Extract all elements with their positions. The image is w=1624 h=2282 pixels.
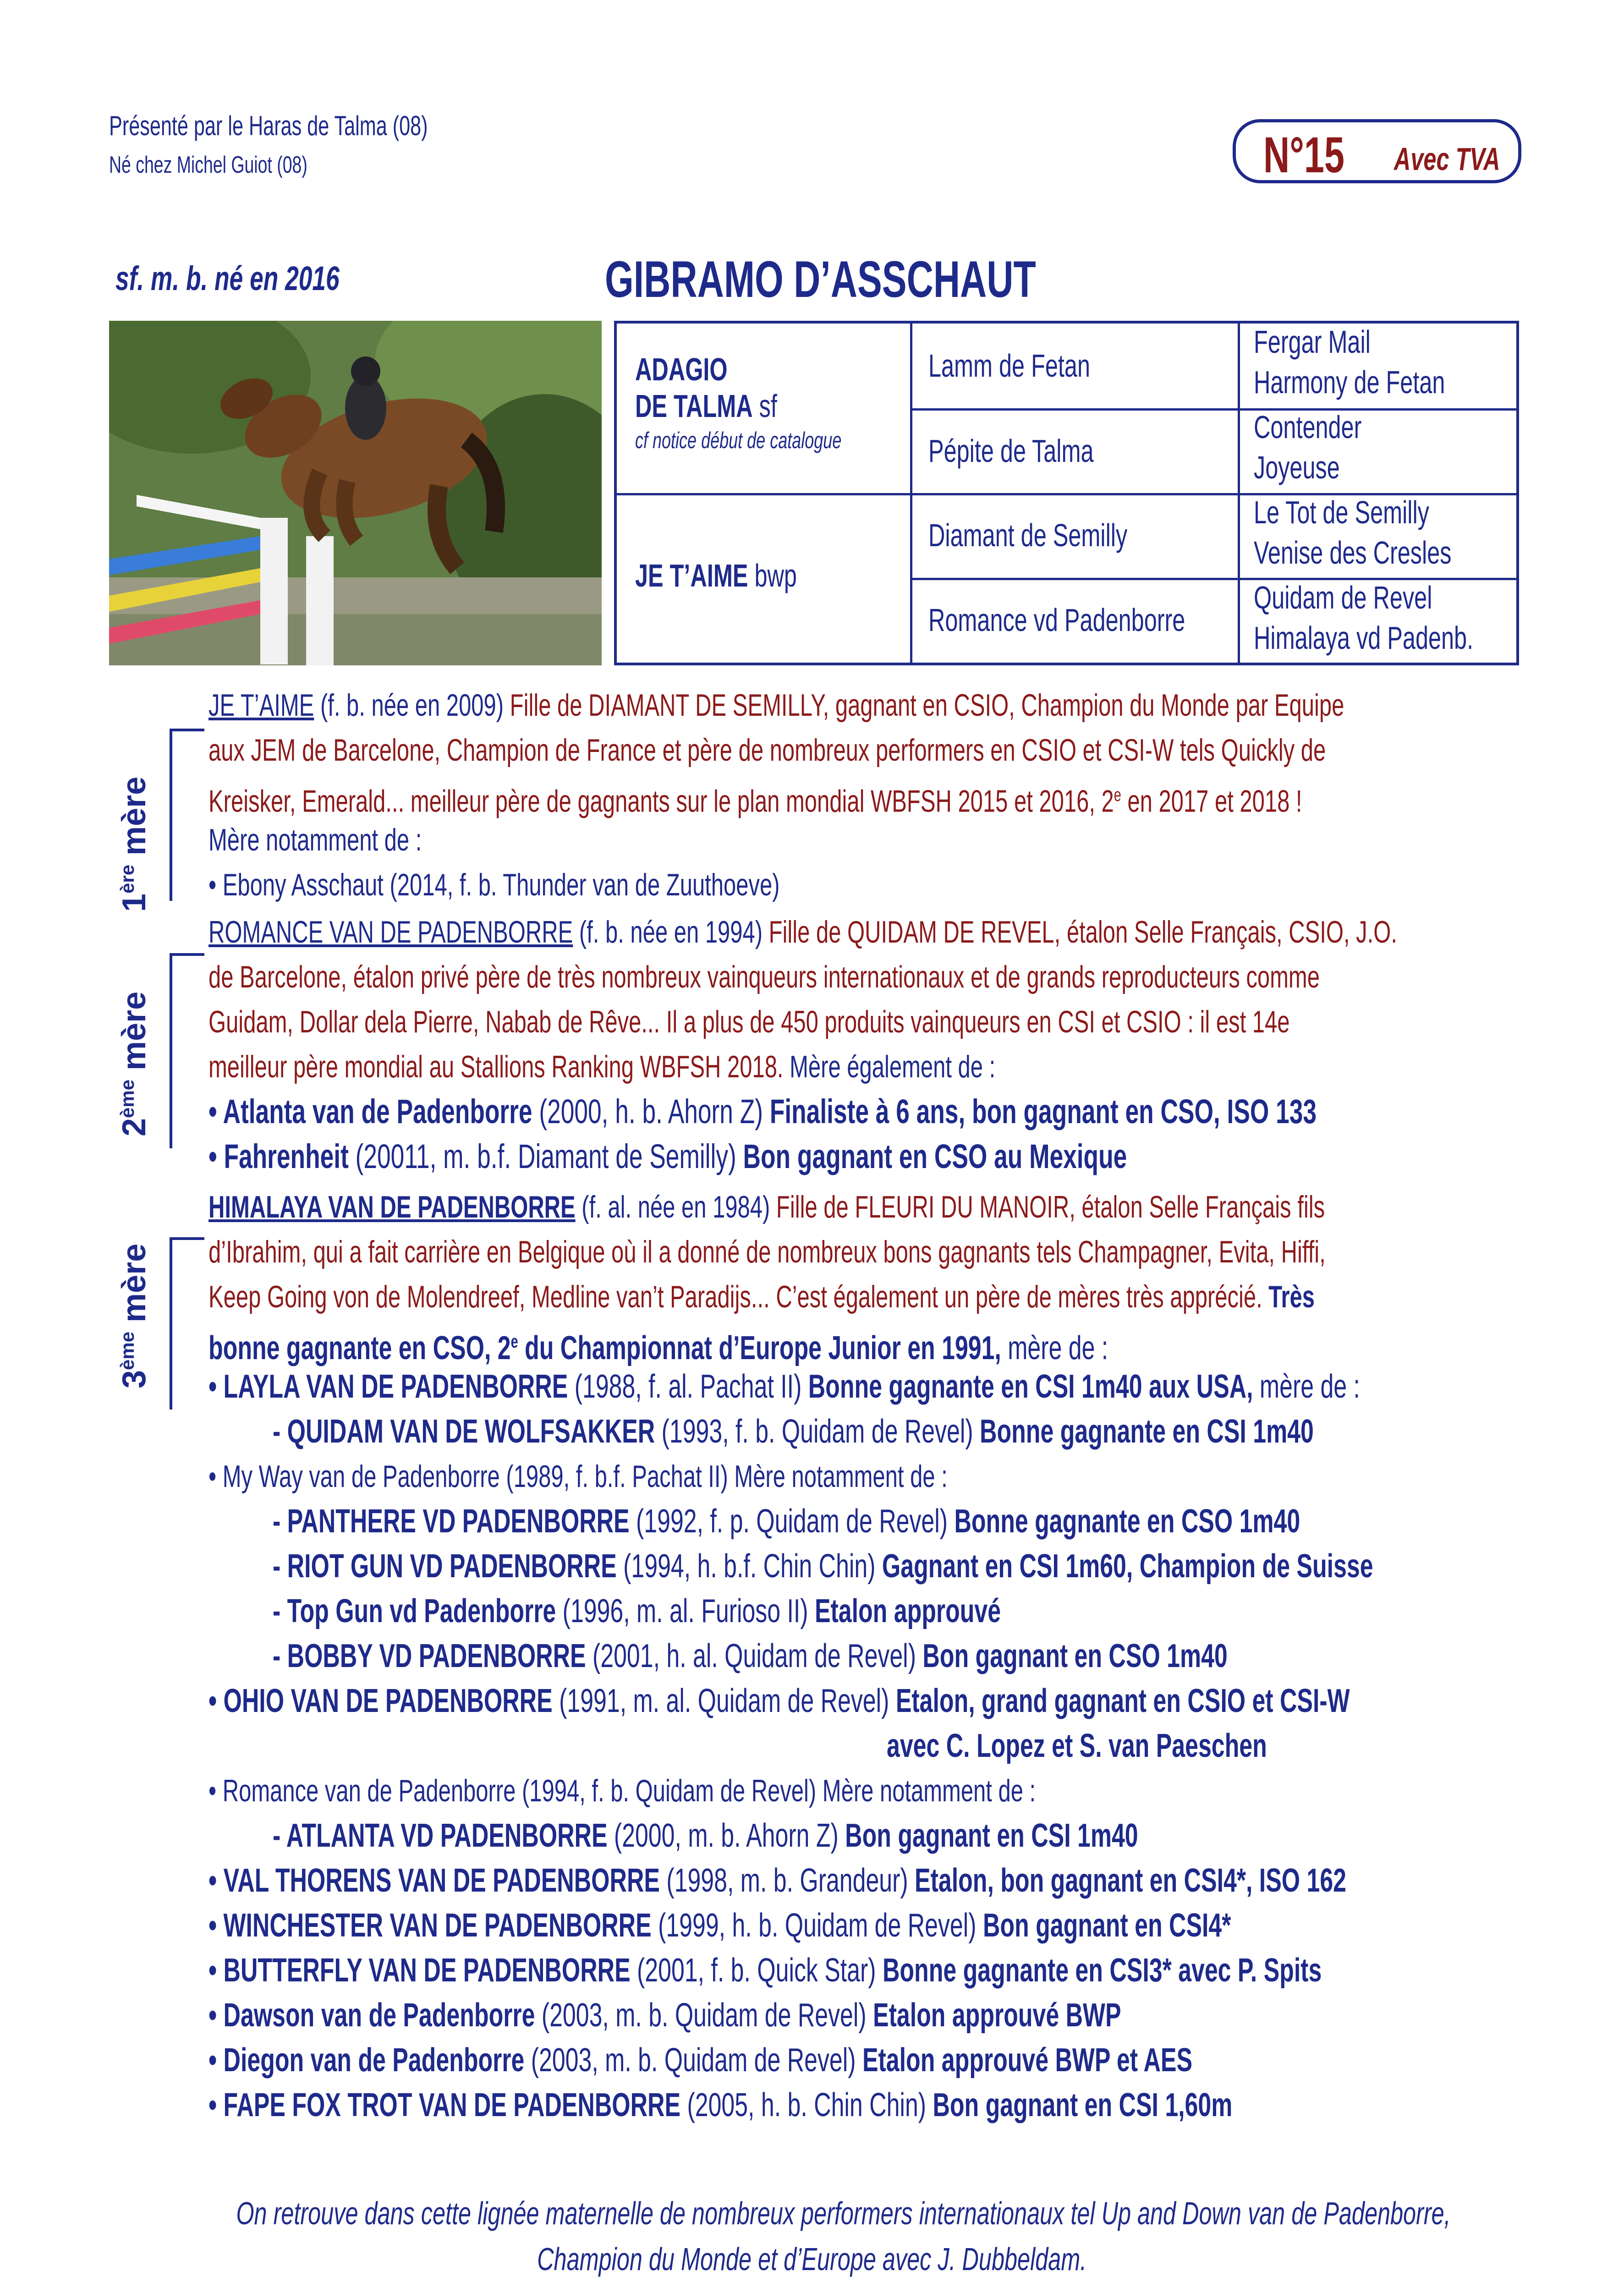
- bracket-2eme-mere: [170, 953, 204, 1148]
- pedigree-grandparent: Romance vd Padenborre: [928, 602, 1185, 638]
- pedigree-great-grandparent: Venise des Cresles: [1254, 535, 1452, 570]
- progeny-item: • BUTTERFLY VAN DE PADENBORRE (2001, f. b. Quick Star) Bonne gagnante en CSI3* avec P. Spits: [208, 1952, 1322, 1989]
- label-2eme-mere: 2ème mère: [116, 991, 153, 1136]
- pedigree-great-grandparent: Himalaya vd Padenb.: [1254, 620, 1474, 656]
- lot-badge: [1233, 119, 1521, 183]
- progeny-item: • FAPE FOX TROT VAN DE PADENBORRE (2005, h. b. Chin Chin) Bon gagnant en CSI 1,60m: [208, 2087, 1233, 2123]
- progeny-item: - QUIDAM VAN DE WOLFSAKKER (1993, f. b. Quidam de Revel) Bonne gagnante en CSI 1m40: [273, 1413, 1314, 1450]
- section-1ere-mere: JE T’AIME (f. b. née en 2009) Fille de DIAMANT DE SEMILLY, gagnant en CSIO, Champion du Monde par Equipe aux JEM de Barcelone, Champion de France et père de nombreux performers en CSIO et CSI-W tels Quickly de Kreisker, Emerald... meilleur père de gagnants sur le plan mondial WBFSH 2015 et 2016, 2e en 2017 et 2018 ! Mère notamment de : • Ebony Asschaut (2014, f. b. Thunder van de Zuuthoeve): [208, 688, 1344, 902]
- section-2eme-mere: ROMANCE VAN DE PADENBORRE (f. b. née en 1994) Fille de QUIDAM DE REVEL, étalon Selle Français, CSIO, J.O. de Barcelone, étalon privé père de très nombreux vainqueurs internationaux et de grands reproducteurs comme Guidam, Dollar dela Pierre, Nabab de Rêve... Il a plus de 450 produits vainqueurs en CSI et CSIO : il est 14e meilleur père mondial au Stallions Ranking WBFSH 2018. Mère également de : • Atlanta van de Padenborre (2000, h. b. Ahorn Z) Finaliste à 6 ans, bon gagnant en CSO, ISO 133 • Fahrenheit (20011, m. b.f. Diamant de Semilly) Bon gagnant en CSO au Mexique: [208, 915, 1397, 1175]
- progeny-item: - RIOT GUN VD PADENBORRE (1994, h. b.f. Chin Chin) Gagnant en CSI 1m60, Champion de Suisse: [273, 1548, 1373, 1585]
- progeny-item: • Romance van de Padenborre (1994, f. b. Quidam de Revel) Mère notamment de :: [208, 1773, 1036, 1808]
- progeny-item: • VAL THORENS VAN DE PADENBORRE (1998, m. b. Grandeur) Etalon, bon gagnant en CSI4*, ISO 162: [208, 1862, 1346, 1899]
- dam3-progeny-list: [208, 1364, 1537, 2128]
- horse-description: sf. m. b. né en 2016: [115, 259, 340, 297]
- progeny-item: • My Way van de Padenborre (1989, f. b.f. Pachat II) Mère notamment de :: [208, 1459, 948, 1494]
- pedigree-great-grandparent: Quidam de Revel: [1254, 580, 1432, 615]
- progeny-item: • Diegon van de Padenborre (2003, m. b. Quidam de Revel) Etalon approuvé BWP et AES: [208, 2042, 1193, 2079]
- pedigree-divider: [910, 408, 1516, 411]
- progeny-item: • OHIO VAN DE PADENBORRE (1991, m. al. Quidam de Revel) Etalon, grand gagnant en CSIO et CSI-W: [208, 1683, 1350, 1719]
- footer-note: On retrouve dans cette lignée maternelle de nombreux performers internationaux tel Up and Down van de Padenborre, Champion du Monde et d’Europe avec J. Dubbeldam.: [236, 2195, 1451, 2277]
- label-3eme-mere: 3ème mère: [116, 1243, 153, 1388]
- bracket-3eme-mere: [170, 1237, 204, 1410]
- horse-jumping-illustration: [109, 321, 602, 665]
- pedigree-great-grandparent: Harmony de Fetan: [1254, 364, 1445, 400]
- tva-label: Avec TVA: [1394, 141, 1500, 177]
- progeny-item: • LAYLA VAN DE PADENBORRE (1988, f. al. Pachat II) Bonne gagnante en CSI 1m40 aux USA, mère de :: [208, 1368, 1360, 1405]
- horse-name: GIBRAMO D’ASSCHAUT: [605, 251, 1036, 308]
- pedigree-great-grandparent: Fergar Mail: [1254, 324, 1371, 360]
- pedigree-table: [614, 321, 1519, 665]
- progeny-item: • Dawson van de Padenborre (2003, m. b. Quidam de Revel) Etalon approuvé BWP: [208, 1997, 1121, 2034]
- presented-by: Présenté par le Haras de Talma (08): [109, 110, 428, 141]
- pedigree-sire: ADAGIO DE TALMA sf cf notice début de catalogue: [635, 351, 842, 453]
- progeny-item: - BOBBY VD PADENBORRE (2001, h. al. Quidam de Revel) Bon gagnant en CSO 1m40: [273, 1638, 1228, 1674]
- pedigree-dam: JE T’AIME bwp: [635, 558, 797, 593]
- born-at: Né chez Michel Guiot (08): [109, 152, 307, 178]
- section-3eme-mere: HIMALAYA VAN DE PADENBORRE (f. al. née en 1984) Fille de FLEURI DU MANOIR, étalon Selle Français fils d’Ibrahim, qui a fait carrière en Belgique où il a donné de nombreux bons gagnants tels Champagner, Evita, Hiffi, Keep Going von de Molendreef, Medline van’t Paradijs... C’est également un père de mères très apprécié. Très bonne gagnante en CSO, 2e du Championnat d’Europe Junior en 1991, mère de : • LAYLA VAN DE PADENBORRE (1988, f. al. Pachat II) Bonne gagnante en CSI 1m40 aux USA, mère de : - QUIDAM VAN DE WOLFSAKKER (1993, f. b. Quidam de Revel) Bonne gagnante en CSI 1m40 • My Way van de Padenborre (1989, f. b.f. Pachat II) Mère notamment de : - PANTHERE VD PADENBORRE (1992, f. p. Quidam de Revel) Bonne gagnante en CSO 1m40 - RIOT GUN VD PADENBORRE (1994, h. b.f. Chin Chin) Gagnant en CSI 1m60, Champion de Suisse - Top Gun vd Padenborre (1996, m. al. Furioso II) Etalon approuvé - BOBBY VD PADENBORRE (2001, h. al. Quidam de Revel) Bon gagnant en CSO 1m40 • OHIO VAN DE PADENBORRE (1991, m. al. Quidam de Revel) Etalon, grand gagnant en CSIO et CSI-W avec C. Lopez et S. van Paeschen • Romance van de Padenborre (1994, f. b. Quidam de Revel) Mère notamment de : - ATLANTA VD PADENBORRE (2000, m. b. Ahorn Z) Bon gagnant en CSI 1m40 • VAL THORENS VAN DE PADENBORRE (1998, m. b. Grandeur) Etalon, bon gagnant en CSI4*, ISO 162 • WINCHESTER VAN DE PADENBORRE (1999, h. b. Quidam de Revel) Bon gagnant en CSI4* • BUTTERFLY VAN DE PADENBORRE (2001, f. b. Quick Star) Bonne gagnante en CSI3* avec P. Spits • Dawson van de Padenborre (2003, m. b. Quidam de Revel) Etalon approuvé BWP • Diegon van de Padenborre (2003, m. b. Quidam de Revel) Etalon approuvé BWP et AES • FAPE FOX TROT VAN DE PADENBORRE (2005, h. b. Chin Chin) Bon gagnant en CSI 1,60m: [208, 1185, 1537, 2128]
- pedigree-great-grandparent: Contender: [1254, 409, 1362, 445]
- progeny-item: • WINCHESTER VAN DE PADENBORRE (1999, h. b. Quidam de Revel) Bon gagnant en CSI4*: [208, 1907, 1231, 1944]
- bracket-1ere-mere: [170, 729, 204, 901]
- dam3-name: HIMALAYA VAN DE PADENBORRE: [208, 1190, 576, 1224]
- progeny-item: avec C. Lopez et S. van Paeschen: [887, 1728, 1267, 1764]
- progeny-item: - PANTHERE VD PADENBORRE (1992, f. p. Quidam de Revel) Bonne gagnante en CSO 1m40: [273, 1503, 1300, 1540]
- pedigree-grandparent: Diamant de Semilly: [928, 517, 1128, 553]
- dam1-name: JE T’AIME: [208, 688, 314, 723]
- progeny-item: - Top Gun vd Padenborre (1996, m. al. Furioso II) Etalon approuvé: [273, 1593, 1001, 1629]
- lot-number: N°15: [1263, 127, 1344, 183]
- pedigree-great-grandparent: Joyeuse: [1254, 450, 1340, 485]
- pedigree-grandparent: Lamm de Fetan: [928, 348, 1090, 384]
- progeny-item: - ATLANTA VD PADENBORRE (2000, m. b. Ahorn Z) Bon gagnant en CSI 1m40: [273, 1817, 1138, 1854]
- pedigree-great-grandparent: Le Tot de Semilly: [1254, 494, 1429, 530]
- label-1ere-mere: 1ère mère: [116, 776, 153, 912]
- dam2-name: ROMANCE VAN DE PADENBORRE: [208, 915, 573, 949]
- horse-photo: [109, 321, 602, 665]
- pedigree-grandparent: Pépite de Talma: [928, 433, 1094, 469]
